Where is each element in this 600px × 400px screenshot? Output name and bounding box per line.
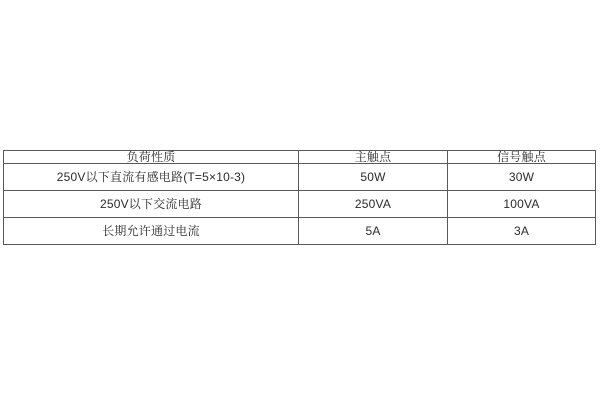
cell-load-ac-circuit: 250V以下交流电路 [4, 191, 299, 218]
header-cell-main-contact: 主触点 [299, 151, 448, 164]
contact-load-spec-table [3, 150, 596, 245]
cell-load-dc-inductive: 250V以下直流有感电路(T=5×10-3) [4, 164, 299, 191]
cell-load-long-term-current: 长期允许通过电流 [4, 218, 299, 245]
cell-signal-ac-circuit: 100VA [448, 191, 596, 218]
spec-table-container [3, 150, 595, 245]
table-row-dc-inductive [4, 164, 596, 191]
cell-main-long-term-current: 5A [299, 218, 448, 245]
cell-main-dc-inductive: 50W [299, 164, 448, 191]
cell-main-ac-circuit: 250VA [299, 191, 448, 218]
table-header-row [4, 151, 596, 164]
cell-signal-long-term-current: 3A [448, 218, 596, 245]
table-row-ac-circuit [4, 191, 596, 218]
header-cell-load-nature: 负荷性质 [4, 151, 299, 164]
table-row-long-term-current [4, 218, 596, 245]
header-cell-signal-contact: 信号触点 [448, 151, 596, 164]
cell-signal-dc-inductive: 30W [448, 164, 596, 191]
